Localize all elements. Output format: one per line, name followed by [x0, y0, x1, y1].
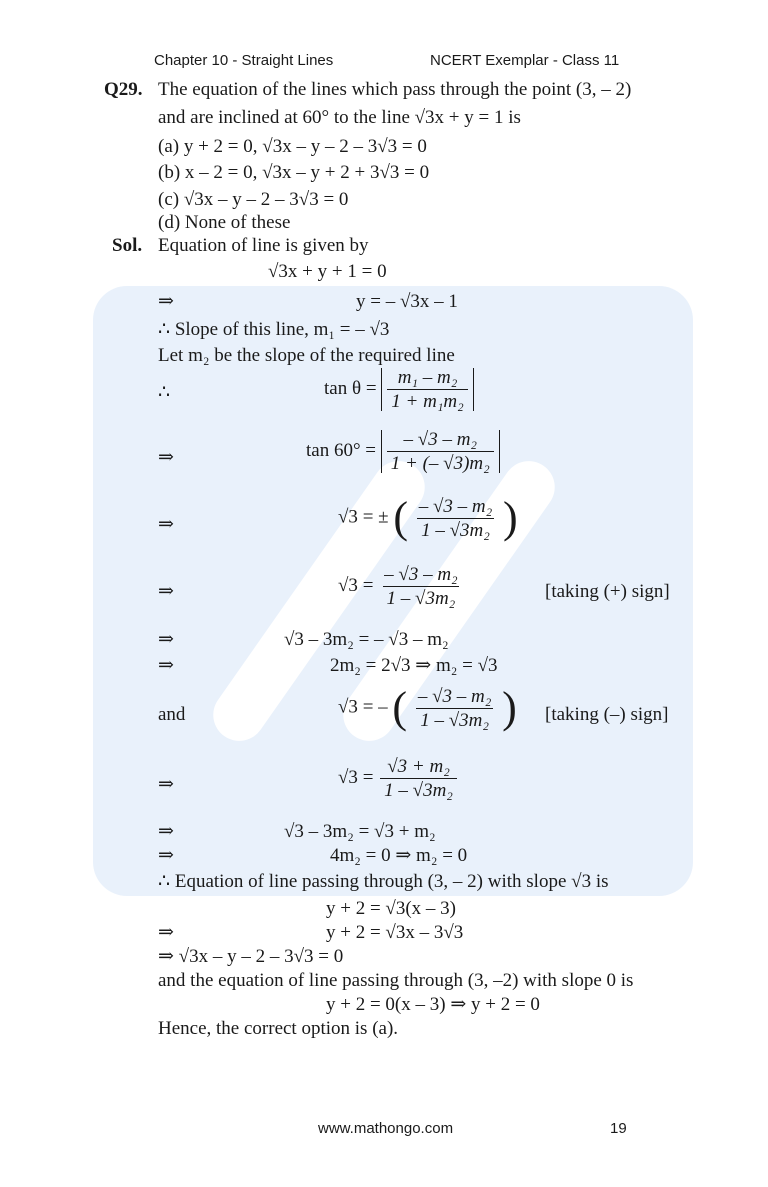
- tan-60-lhs: tan 60° =: [306, 439, 377, 461]
- implies-symbol: ⇒: [158, 845, 174, 866]
- footer-page-number: 19: [610, 1120, 627, 1137]
- minus-sign-note: [taking (–) sign]: [545, 704, 669, 725]
- implies-symbol: ⇒: [158, 774, 174, 795]
- fraction-numerator: – √3 – m₂: [384, 564, 458, 585]
- implies-symbol: ⇒: [158, 447, 174, 468]
- plus-fraction: [380, 565, 462, 608]
- plus-minus-fraction: [415, 497, 497, 540]
- implies-symbol: ⇒: [158, 821, 174, 842]
- root-three: √3: [338, 506, 358, 528]
- plus-sign-note: [taking (+) sign]: [545, 581, 670, 602]
- tan-theta-denominator: 1 + m₁m₂: [387, 389, 467, 411]
- tan-theta-formula: [324, 368, 474, 411]
- equation-3: y + 2 = √3(x – 3): [326, 898, 457, 919]
- option-b: (b) x – 2 = 0, √3x – y + 2 + 3√3 = 0: [158, 162, 430, 183]
- conclusion: Hence, the correct option is (a).: [158, 1018, 399, 1039]
- minus-sign: = –: [362, 696, 388, 718]
- header-book: NCERT Exemplar - Class 11: [430, 52, 620, 69]
- tan-60-fraction: [387, 430, 494, 473]
- question-number: Q29.: [104, 79, 143, 100]
- equals-sign: =: [362, 574, 374, 596]
- line-statement: ∴ Equation of line passing through (3, – 2) with slope √3 is: [158, 871, 609, 892]
- header-chapter: Chapter 10 - Straight Lines: [154, 52, 334, 69]
- fraction-numerator: – √3 – m₂: [417, 685, 492, 707]
- and-statement: and the equation of line passing through (3, –2) with slope 0 is: [158, 970, 634, 991]
- option-a: (a) y + 2 = 0, √3x – y – 2 – 3√3 = 0: [158, 136, 427, 157]
- fraction-denominator: 1 – √3m₂: [417, 518, 494, 540]
- result-numerator: √3 + m₂: [387, 756, 450, 777]
- option-c: (c) √3x – y – 2 – 3√3 = 0: [158, 189, 349, 210]
- question-line-2: and are inclined at 60° to the line √3x + y = 1 is: [158, 107, 521, 128]
- step-b: 2m₂ = 2√3 ⇒ m₂ = √3: [330, 655, 498, 676]
- let-statement: Let m₂ be the slope of the required line: [158, 345, 455, 366]
- plus-minus-sign: = ±: [362, 506, 389, 528]
- step-c: √3 – 3m₂ = √3 + m₂: [284, 821, 436, 842]
- tan-theta-lhs: tan θ =: [324, 377, 377, 399]
- fraction-numerator: – √3 – m₂: [418, 495, 493, 517]
- root-three: √3: [338, 574, 358, 596]
- result-denominator: 1 – √3m₂: [380, 778, 457, 800]
- fraction-denominator: 1 – √3m₂: [383, 586, 460, 608]
- plus-equation: [338, 565, 464, 608]
- equals-sign: =: [362, 766, 374, 788]
- minus-fraction: [414, 687, 496, 730]
- equation-6: y + 2 = 0(x – 3) ⇒ y + 2 = 0: [326, 994, 540, 1015]
- implies-symbol: ⇒: [158, 581, 174, 602]
- slope-statement: ∴ Slope of this line, m₁ = – √3: [158, 319, 390, 340]
- result-fraction: [380, 757, 457, 800]
- fraction-denominator: 1 – √3m₂: [416, 708, 493, 730]
- tan-theta-abs: [381, 368, 473, 411]
- implies-symbol: ⇒: [158, 655, 174, 676]
- root-three: √3: [338, 696, 358, 718]
- tan-theta-fraction: [387, 368, 467, 411]
- step-a: √3 – 3m₂ = – √3 – m₂: [284, 629, 449, 650]
- therefore-symbol: ∴: [158, 382, 171, 403]
- result-equation: [338, 757, 459, 800]
- plus-minus-equation: √3 = ± ( $\frac{\text{– √3 – m₂}}{\text{1 – √3m₂}}$ ): [338, 493, 518, 542]
- and-word: and: [158, 704, 186, 725]
- solution-label: Sol.: [112, 235, 143, 256]
- tan-60-formula: [306, 430, 500, 473]
- equation-4: y + 2 = √3x – 3√3: [326, 922, 464, 943]
- tan-60-denominator: 1 + (– √3)m₂: [387, 451, 494, 473]
- tan-theta-numerator: m₁ – m₂: [397, 367, 458, 388]
- implies-symbol: ⇒: [158, 514, 174, 535]
- solution-intro: Equation of line is given by: [158, 235, 369, 256]
- minus-equation: √3 = – ( $\frac{\text{– √3 – m₂}}{\text{1 – √3m₂}}$ ): [338, 683, 517, 732]
- equation-2: y = – √3x – 1: [356, 291, 458, 312]
- step-d: 4m₂ = 0 ⇒ m₂ = 0: [330, 845, 468, 866]
- footer-site: www.mathongo.com: [318, 1120, 454, 1137]
- implies-symbol: ⇒: [158, 629, 174, 650]
- implies-symbol: ⇒: [158, 922, 174, 943]
- option-d: (d) None of these: [158, 212, 291, 233]
- tan-60-abs: [381, 430, 500, 473]
- equation-1: √3x + y + 1 = 0: [268, 261, 387, 282]
- equation-5: ⇒ √3x – y – 2 – 3√3 = 0: [158, 946, 344, 967]
- tan-60-numerator: – √3 – m₂: [403, 429, 478, 450]
- root-three: √3: [338, 766, 358, 788]
- implies-symbol: ⇒: [158, 291, 174, 312]
- question-line-1: The equation of the lines which pass through the point (3, – 2): [158, 79, 632, 100]
